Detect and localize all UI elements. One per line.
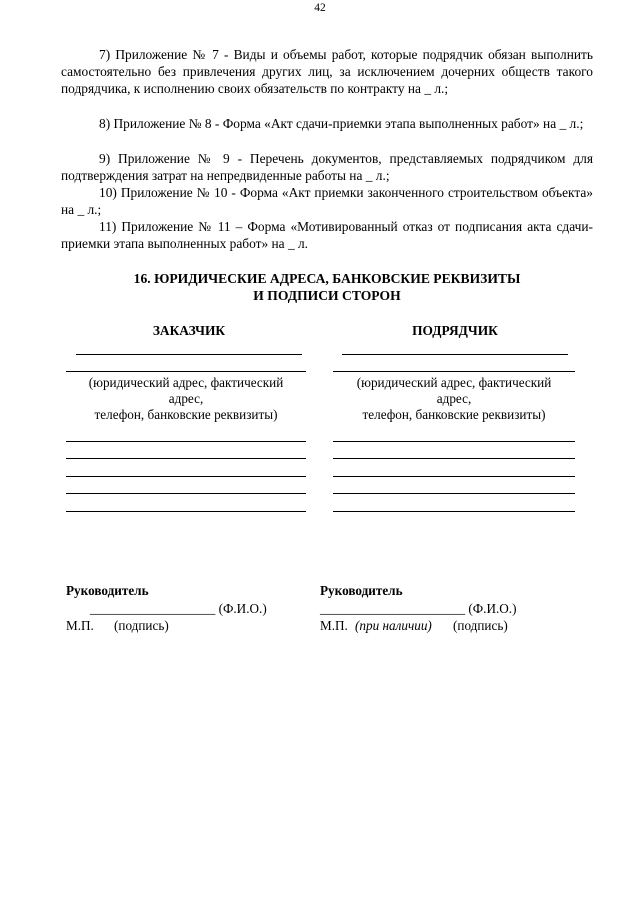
section-title-line1: 16. ЮРИДИЧЕСКИЕ АДРЕСА, БАНКОВСКИЕ РЕКВИЗИТЫ (133, 271, 521, 286)
contractor-stamp-note-wrap (355, 618, 432, 634)
contractor-line-3 (333, 441, 575, 442)
contractor-line-5 (333, 476, 575, 477)
customer-caption-line1: (юридический адрес, фактический (88, 375, 284, 390)
customer-line-3 (66, 441, 306, 442)
customer-line-4 (66, 458, 306, 459)
contractor-address-caption (333, 375, 575, 423)
customer-address-caption (66, 375, 306, 423)
customer-signature: (подпись) (114, 618, 169, 633)
appendix-item-9: 9) Приложение № 9 - Перечень документов, представляемых подрядчиком для подтверждения затрат на непредвиденные работы на _ л.; (61, 151, 593, 184)
contractor-line-4 (333, 458, 575, 459)
customer-line-5 (66, 476, 306, 477)
section-title (61, 270, 593, 304)
appendix-item-7: 7) Приложение № 7 - Виды и объемы работ, которые подрядчик обязан выполнить самостоятельно без привлечения других лиц, за исключением дочерних обществ такого подрядчика, к исполнению своих обязательств по контракту на _ л.; (61, 47, 593, 97)
contractor-caption-line1: (юридический адрес, фактический (356, 375, 552, 390)
customer-signer-label: Руководитель (66, 583, 149, 598)
appendix-item-11: 11) Приложение № 11 – Форма «Мотивированный отказ от подписания акта сдачи-приемки этапа выполненных работ» на _ л. (61, 219, 593, 252)
contractor-line-7 (333, 511, 575, 512)
customer-line-6 (66, 493, 306, 494)
appendix-item-8: 8) Приложение № 8 - Форма «Акт сдачи-приемки этапа выполненных работ» на _ л.; (99, 116, 584, 131)
contractor-caption-line2: адрес, (436, 391, 472, 406)
appendix-item-10: 10) Приложение № 10 - Форма «Акт приемки законченного строительством объекта» на _ л.; (61, 185, 593, 218)
contractor-name-line: ______________________ (Ф.И.О.) (320, 601, 517, 616)
contractor-line-2 (333, 371, 575, 372)
customer-line-7 (66, 511, 306, 512)
contractor-signature: (подпись) (453, 618, 508, 633)
page-number: 42 (314, 2, 326, 14)
customer-caption-line3: телефон, банковские реквизиты) (94, 407, 278, 422)
customer-line-2 (66, 371, 306, 372)
customer-stamp: М.П. (66, 618, 94, 633)
contractor-line-6 (333, 493, 575, 494)
contractor-line-1 (342, 354, 568, 355)
contractor-signer-label: Руководитель (320, 583, 403, 598)
contractor-caption-line3: телефон, банковские реквизиты) (362, 407, 546, 422)
contractor-stamp: М.П. (320, 618, 348, 633)
contractor-stamp-note: (при наличии) (355, 618, 432, 633)
customer-caption-line2: адрес, (168, 391, 204, 406)
customer-heading: ЗАКАЗЧИК (152, 323, 226, 338)
contractor-heading: ПОДРЯДЧИК (412, 323, 498, 338)
customer-line-1 (76, 354, 302, 355)
customer-name-line: ___________________ (Ф.И.О.) (90, 601, 267, 616)
section-title-line2: И ПОДПИСИ СТОРОН (253, 288, 401, 304)
